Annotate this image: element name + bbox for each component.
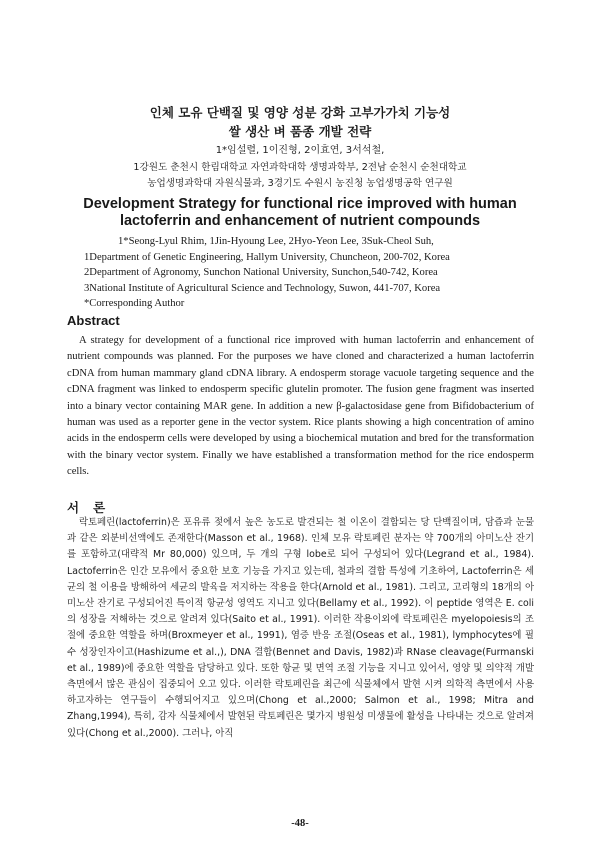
korean-title-line-1: 인체 모유 단백질 및 영양 성분 강화 고부가가치 기능성 (149, 105, 451, 120)
english-title-line-2: lactoferrin and enhancement of nutrient compounds (119, 213, 481, 229)
korean-title (70, 103, 530, 141)
affiliation-3: 3National Institute of Agricultural Science and Technology, Suwon, 441-707, Korea (84, 282, 441, 294)
affiliation-1: 1Department of Genetic Engineering, Hallym University, Chuncheon, 200-702, Korea (84, 252, 450, 263)
abstract-heading: Abstract (67, 313, 120, 328)
korean-authors: 1*임설렬, 1이진형, 2이효연, 3서석철, (215, 145, 385, 156)
abstract-body (67, 333, 534, 481)
introduction-body (67, 515, 534, 742)
introduction-heading: 서론 (67, 500, 120, 515)
korean-affiliation-line-1: 1강원도 춘천시 한림대학교 자연과학대학 생명과학부, 2전남 순천시 순천대학교 (133, 162, 467, 173)
korean-title-line-2: 쌀 생산 벼 품종 개발 전략 (228, 124, 372, 139)
english-affiliations (84, 250, 450, 311)
english-title (50, 196, 550, 230)
affiliation-2: 2Department of Agronomy, Sunchon National University, Sunchon,540-742, Korea (84, 267, 438, 279)
english-title-line-1: Development Strategy for functional rice improved with human (83, 196, 517, 212)
corresponding-author-note: *Corresponding Author (84, 297, 185, 309)
introduction-paragraph: 락토페린(lactoferrin)은 포유류 젖에서 높은 농도로 발견되는 철 이온이 결합되는 당 단백질이며, 담즙과 눈물과 같은 외분비선액에도 존재한다(Masson et al., 1968). 인체 모유 락토페린 분자는 약 700개의 아미노산 잔기를 포함하고(대략적 Mr 80,000) 있으며, 두 개의 구형 lobe로 되어 구성되어 있다(Legrand et al., 1984). Lactoferrin은 인간 모유에서 중요한 보호 기능을 가지고 있는데, 철과의 결합 특성에 기초하여, Lactoferrin은 세균의 철 이용을 방해하여 세균의 발육을 저지하는 작용을 한다(Arnold et al., 1981). 그리고, 고리형의 18개의 아미노산 잔기로 구성되어진 특이적 항균성 영역도 지니고 있다(Bellamy et al., 1992). 이 peptide 영역은 E. coli의 성장을 저해하는 것으로 알려져 있다(Saito et al., 1991). 이러한 작용이외에 락토페린은 myelopoiesis의 조절에 중요한 역할을 하며(Broxmeyer et al., 1991), 염증 반응 조절(Oseas et al., 1981), lymphocytes에 필수 성장인자이고(Hashizume et al.,), DNA 결합(Bennet and Davis, 1982)과 RNase cleavage(Furmanski et al., 1989)에 중요한 역할을 담당하고 있다. 또한 항균 및 면역 조절 기능을 지니고 있어서, 영양 및 의약적 개발 측면에서 많은 관심이 집중되어 오고 있다. 이러한 락토페린을 최근에 식물체에서 발현 시켜 의학적 측면에서 사용하고자하는 연구들이 수행되어지고 있으며(Chong et al.,2000; Salmon et al., 1998; Mitra and Zhang,1994), 특히, 감자 식물체에서 발현된 락토페린은 몇가지 병원성 미생물에 활성을 나타내는 것으로 알려져 있다(Chong et al.,2000). 그러나, 아직 (67, 517, 534, 739)
abstract-paragraph: A strategy for development of a functional rice improved with human lactoferrin and enhancement of nutrient compounds was planned. For the purposes we have cloned and characterized a human lactoferrin cDNA from human mammary gland cDNA library. A endosperm storage vacuole targeting sequence and the cDNA fragment was linked to endosperm specific glutelin promoter. The fusion gene fragment was inserted into a binary vector containing MAR gene. In addition a new β-galactosidase gene from Bifidobacterium of human was used as a reporter gene in the vector system. Rice plants showing a high concentration of amino acids in the endosperm cells were developed by using a biochemical mutation and bred for the transformation with the binary vector system. Finally we have established a transformation method for the rice endosperm cells. (67, 335, 534, 478)
korean-affiliation-line-2: 농업생명과학대 자원식물과, 3경기도 수원시 농진청 농업생명공학 연구원 (147, 178, 453, 189)
english-authors: 1*Seong-Lyul Rhim, 1Jin-Hyoung Lee, 2Hyo-Yeon Lee, 3Suk-Cheol Suh, (118, 236, 434, 247)
page-number: -48- (291, 818, 309, 829)
korean-affiliations (60, 160, 540, 192)
